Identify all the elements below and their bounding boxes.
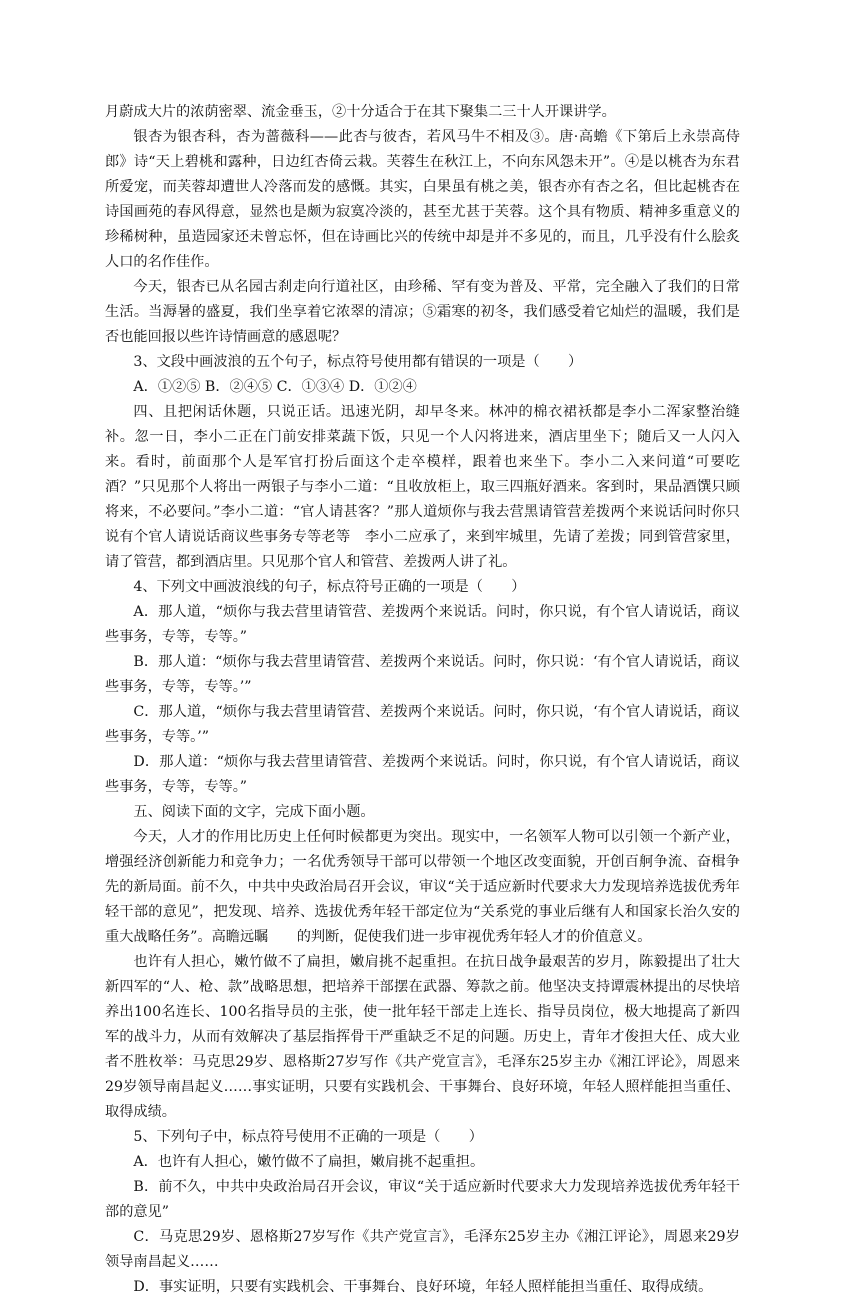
question-4-option-b: B．那人道：“烦你与我去营里请管营、差拨两个来说话。问时，你只说：‘有个官人请说话，商议些事务，专等，专等。’” (105, 654, 740, 695)
question-5-stem: 5、下列句子中，标点符号使用不正确的一项是（ ） (133, 1129, 483, 1145)
question-5-option-b: B．前不久，中共中央政治局召开会议，审议“关于适应新时代要求大力发现培养选拔优秀年轻干部的意见” (105, 1179, 740, 1220)
passage1-paragraph-3: 今天，银杏已从名园古刹走向行道社区，由珍稀、罕有变为普及、平常，完全融入了我们的日常生活。当溽暑的盛夏，我们坐享着它浓翠的清凉；⑤霜寒的初冬，我们感受着它灿烂的温暖，我们是否也能回报以些许诗情画意的感恩呢？ (105, 279, 740, 345)
question-5-option-a: A．也许有人担心，嫩竹做不了扁担，嫩肩挑不起重担。 (133, 1154, 485, 1170)
question-5-option-d: D．事实证明，只要有实践机会、干事舞台、良好环境，年轻人照样能担当重任、取得成绩。 (133, 1279, 713, 1295)
section-5-heading: 五、阅读下面的文字，完成下面小题。 (133, 804, 375, 820)
question-4-stem: 4、下列文中画波浪线的句子，标点符号正确的一项是（ ） (133, 579, 526, 595)
question-4-option-c: C．那人道，“烦你与我去营里请管营、差拨两个来说话。问时，你只说，‘有个官人请说话，商议些事务，专等。’” (105, 704, 740, 745)
section-5-paragraph-1: 今天，人才的作用比历史上任何时候都更为突出。现实中，一名领军人物可以引领一个新产业，增强经济创新能力和竞争力；一名优秀领导干部可以带领一个地区改变面貌，开创百舸争流、奋楫争先的新局面。前不久，中共中央政治局召开会议，审议“关于适应新时代要求大力发现培养选拔优秀年轻干部的意见”，把发现、培养、选拔优秀年轻干部定位为“关系党的事业后继有人和国家长治久安的重大战略任务”。高瞻远瞩 的判断，促使我们进一步审视优秀年轻人才的价值意义。 (105, 829, 740, 945)
passage1-paragraph-2: 银杏为银杏科，杏为蔷薇科——此杏与彼杏，若风马牛不相及③。唐·高蟾《下第后上永崇高侍郎》诗“天上碧桃和露种，日边红杏倚云栽。芙蓉生在秋江上，不向东风怨未开”。④是以桃杏为东君所爱宠，而芙蓉却遭世人冷落而发的感慨。其实，白果虽有桃之美，银杏亦有杏之名，但比起桃杏在诗国画苑的春风得意，显然也是颇为寂寞冷淡的，甚至尤甚于芙蓉。这个具有物质、精神多重意义的珍稀树种，虽造园家还未曾忘怀，但在诗画比兴的传统中却是并不多见的，而且，几乎没有什么脍炙人口的名作佳作。 (105, 129, 740, 270)
question-4-option-a: A．那人道，“烦你与我去营里请管营、差拨两个来说话。问时，你只说，有个官人请说话，商议些事务，专等，专等。” (105, 604, 740, 645)
question-4-option-d: D．那人道：“烦你与我去营里请管营、差拨两个来说话。问时，你只说，有个官人请说话，商议些事务，专等，专等。” (105, 754, 740, 795)
question-3-stem: 3、文段中画波浪的五个句子，标点符号使用都有错误的一项是（ ） (133, 354, 583, 370)
question-5-option-c: C．马克思29岁、恩格斯27岁写作《共产党宣言》，毛泽东25岁主办《湘江评论》，周恩来29岁领导南昌起义…… (105, 1229, 740, 1270)
section-4-passage: 四、且把闲话休题，只说正话。迅速光阴，却早冬来。林冲的棉衣裙袄都是李小二浑家整治缝补。忽一日，李小二正在门前安排菜蔬下饭，只见一个人闪将进来，酒店里坐下；随后又一人闪入来。看时，前面那个人是军官打扮后面这个走卒模样，跟着也来坐下。李小二入来问道“可要吃酒？”只见那个人将出一两银子与李小二道：“且收放柜上，取三四瓶好酒来。客到时，果品酒馔只顾将来，不必要问。”李小二道：“官人请甚客？”那人道烦你与我去营黑请管营差拨两个来说话问时你只说有个官人请说话商议些事务专等老等 李小二应承了，来到牢城里，先请了差拨；同到管营家里，请了管营，都到酒店里。只见那个官人和管营、差拨两人讲了礼。 (105, 404, 740, 570)
section-5-paragraph-2: 也许有人担心，嫩竹做不了扁担，嫩肩挑不起重担。在抗日战争最艰苦的岁月，陈毅提出了壮大新四军的“人、枪、款”战略思想，把培养干部摆在武器、筹款之前。他坚决支持谭震林提出的尽快培养出100名连长、100名指导员的主张，使一批年轻干部走上连长、指导员岗位，极大地提高了新四军的战斗力，从而有效解决了基层指挥骨干严重缺乏不足的问题。历史上，青年才俊担大任、成大业者不胜枚举：马克思29岁、恩格斯27岁写作《共产党宣言》，毛泽东25岁主办《湘江评论》，周恩来29岁领导南昌起义……事实证明，只要有实践机会、干事舞台、良好环境，年轻人照样能担当重任、取得成绩。 (105, 954, 740, 1120)
question-3-options: A．①②⑤ B．②④⑤ C．①③④ D．①②④ (133, 379, 417, 395)
passage1-paragraph-1: 月蔚成大片的浓荫密翠、流金垂玉，②十分适合于在其下聚集二三十人开课讲学。 (105, 104, 616, 120)
